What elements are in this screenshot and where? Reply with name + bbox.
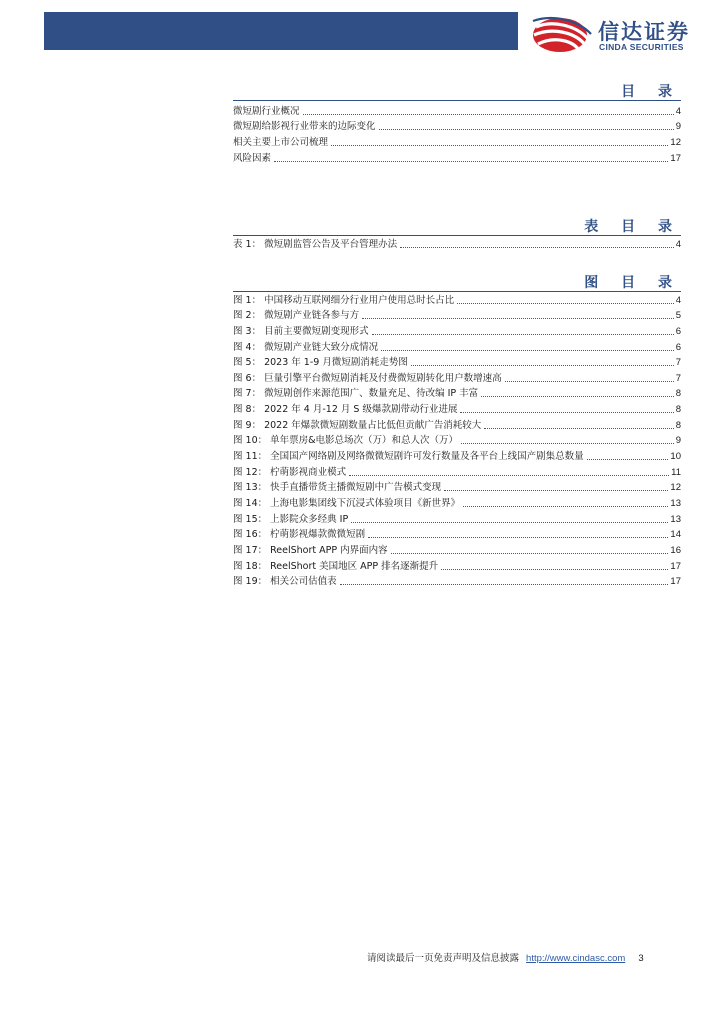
figure-toc-item-text: 图 12： 柠萌影视商业模式 [233,466,347,478]
page-number: 3 [638,953,644,964]
toc-item[interactable] [233,102,681,118]
figure-toc-item-text: 图 13： 快手直播带货主播微短剧中广告模式变现 [233,482,442,494]
figure-toc-item-page: 5 [675,310,681,322]
figure-toc-item-page: 13 [670,497,681,509]
table-toc-item-text: 表 1： 微短剧监管公告及平台管理办法 [233,238,398,250]
figure-toc-item-text: 图 11： 全国国产网络剧及网络微微短剧许可发行数量及各平台上线国产剧集总数量 [233,451,584,463]
figure-toc-item-page: 10 [670,451,681,463]
toc-item[interactable] [233,133,681,149]
cinda-emblem-icon [530,15,592,55]
figure-toc-item-text: 图 8： 2022 年 4 月-12 月 S 级爆款剧带动行业进展 [233,404,458,416]
figure-toc-item-page: 12 [670,482,681,494]
toc-leader [351,522,668,523]
toc-item-text: 风险因素 [233,152,272,164]
figure-toc-item-text: 图 14： 上海电影集团线下沉浸式体验项目《新世界》 [233,497,461,509]
toc-leader [400,247,674,248]
figure-toc-item[interactable] [233,526,681,542]
figure-toc-item[interactable] [233,291,681,307]
toc-leader [362,318,674,319]
figure-toc-item-page: 13 [670,513,681,525]
toc-leader [505,381,674,382]
figure-toc-item-text: 图 3： 目前主要微短剧变现形式 [233,325,369,337]
figure-toc-item-text: 图 6： 巨量引擎平台微短剧消耗及付费微短剧转化用户数增速高 [233,372,502,384]
toc-item-text: 相关主要上市公司梳理 [233,136,329,148]
toc-leader [391,553,669,554]
figure-toc-item-page: 17 [670,576,681,588]
toc-leader [444,490,668,491]
toc-leader [587,459,669,460]
figure-toc-item[interactable] [233,385,681,401]
footer-disclaimer: 请阅读最后一页免责声明及信息披露 [367,953,520,964]
toc-leader [484,428,673,429]
tables-toc-title: 表 目 录 [584,219,681,235]
figure-toc-item[interactable] [233,432,681,448]
figure-toc-item-page: 8 [675,404,681,416]
figure-toc-item[interactable] [233,369,681,385]
toc-leader [331,145,668,146]
toc-item-page: 12 [670,136,681,148]
figure-toc-item-page: 6 [675,325,681,337]
figure-toc-item-page: 6 [675,341,681,353]
brand-name-en: CINDA SECURITIES [599,42,684,52]
figure-toc-item-page: 4 [675,294,681,306]
toc-title: 目 录 [621,84,681,100]
brand-logo [530,15,710,55]
figure-toc-item-page: 7 [675,357,681,369]
toc-item-page: 4 [675,105,681,117]
toc-item[interactable] [233,149,681,165]
toc-leader [481,396,674,397]
toc-leader [303,114,674,115]
figure-toc-item[interactable] [233,463,681,479]
figure-toc-item-page: 17 [670,560,681,572]
figure-toc-item-text: 图 10： 单年票房&电影总场次（万）和总人次（万） [233,435,459,447]
figure-toc-item[interactable] [233,510,681,526]
figure-toc-item-page: 11 [671,466,681,478]
toc-leader [441,569,668,570]
toc-leader [372,334,674,335]
toc-leader [368,537,668,538]
figure-toc-item-text: 图 17： ReelShort APP 内界面内容 [233,544,388,556]
website-link[interactable]: http://www.cindasc.com [526,953,626,964]
figure-toc-item[interactable] [233,307,681,323]
table-toc-item[interactable] [233,235,681,251]
figure-toc-item-text: 图 16： 柠萌影视爆款微微短剧 [233,529,366,541]
toc-leader [411,365,674,366]
figure-toc-item-text: 图 5： 2023 年 1-9 月微短剧消耗走势图 [233,357,408,369]
figure-toc-item[interactable] [233,338,681,354]
figure-toc-item-page: 14 [670,529,681,541]
figure-toc-item[interactable] [233,573,681,589]
toc-leader [340,584,669,585]
brand-name-cn: 信达证券 [598,20,690,44]
table-toc-item-page: 4 [675,238,681,250]
figure-toc-item-page: 9 [675,435,681,447]
figure-toc-item-page: 8 [675,388,681,400]
toc-leader [463,506,668,507]
page-footer [367,950,644,964]
figure-toc-item-text: 图 7： 微短剧创作来源范围广、数量充足、待改编 IP 丰富 [233,388,479,400]
toc-leader [274,161,668,162]
header-bar [44,12,518,50]
toc-item-page: 9 [675,121,681,133]
figure-toc-item-page: 7 [675,372,681,384]
figure-toc-item-page: 8 [675,419,681,431]
toc-item[interactable] [233,118,681,134]
toc-leader [461,443,674,444]
figure-toc-item[interactable] [233,400,681,416]
toc-leader [379,129,674,130]
figure-toc-item[interactable] [233,557,681,573]
toc-item-text: 微短剧给影视行业带来的边际变化 [233,121,376,133]
figures-toc-list [233,291,681,588]
toc-leader [381,350,674,351]
toc-leader [349,475,669,476]
figure-toc-item[interactable] [233,494,681,510]
figure-toc-item[interactable] [233,354,681,370]
figure-toc-item-text: 图 2： 微短剧产业链各参与方 [233,310,360,322]
figure-toc-item-text: 图 4： 微短剧产业链大致分成情况 [233,341,379,353]
figure-toc-item-text: 图 9： 2022 年爆款微短剧数量占比低但贡献广告消耗较大 [233,419,482,431]
figure-toc-item-text: 图 15： 上影院众多经典 IP [233,513,349,525]
figures-toc-title: 图 目 录 [584,275,681,291]
figure-toc-item[interactable] [233,447,681,463]
figure-toc-item[interactable] [233,416,681,432]
figure-toc-item[interactable] [233,322,681,338]
toc-leader [457,303,674,304]
toc-leader [460,412,673,413]
figure-toc-item[interactable] [233,479,681,495]
tables-toc-list [233,235,681,251]
toc-item-page: 17 [670,152,681,164]
toc-title-rule [233,100,681,101]
figure-toc-item-text: 图 18： ReelShort 美国地区 APP 排名逐渐提升 [233,560,439,572]
figure-toc-item[interactable] [233,541,681,557]
figure-toc-item-page: 16 [670,544,681,556]
figure-toc-item-text: 图 1： 中国移动互联网细分行业用户使用总时长占比 [233,294,455,306]
figure-toc-item-text: 图 19： 相关公司估值表 [233,576,337,588]
toc-item-text: 微短剧行业概况 [233,105,300,117]
toc-list [233,102,681,165]
